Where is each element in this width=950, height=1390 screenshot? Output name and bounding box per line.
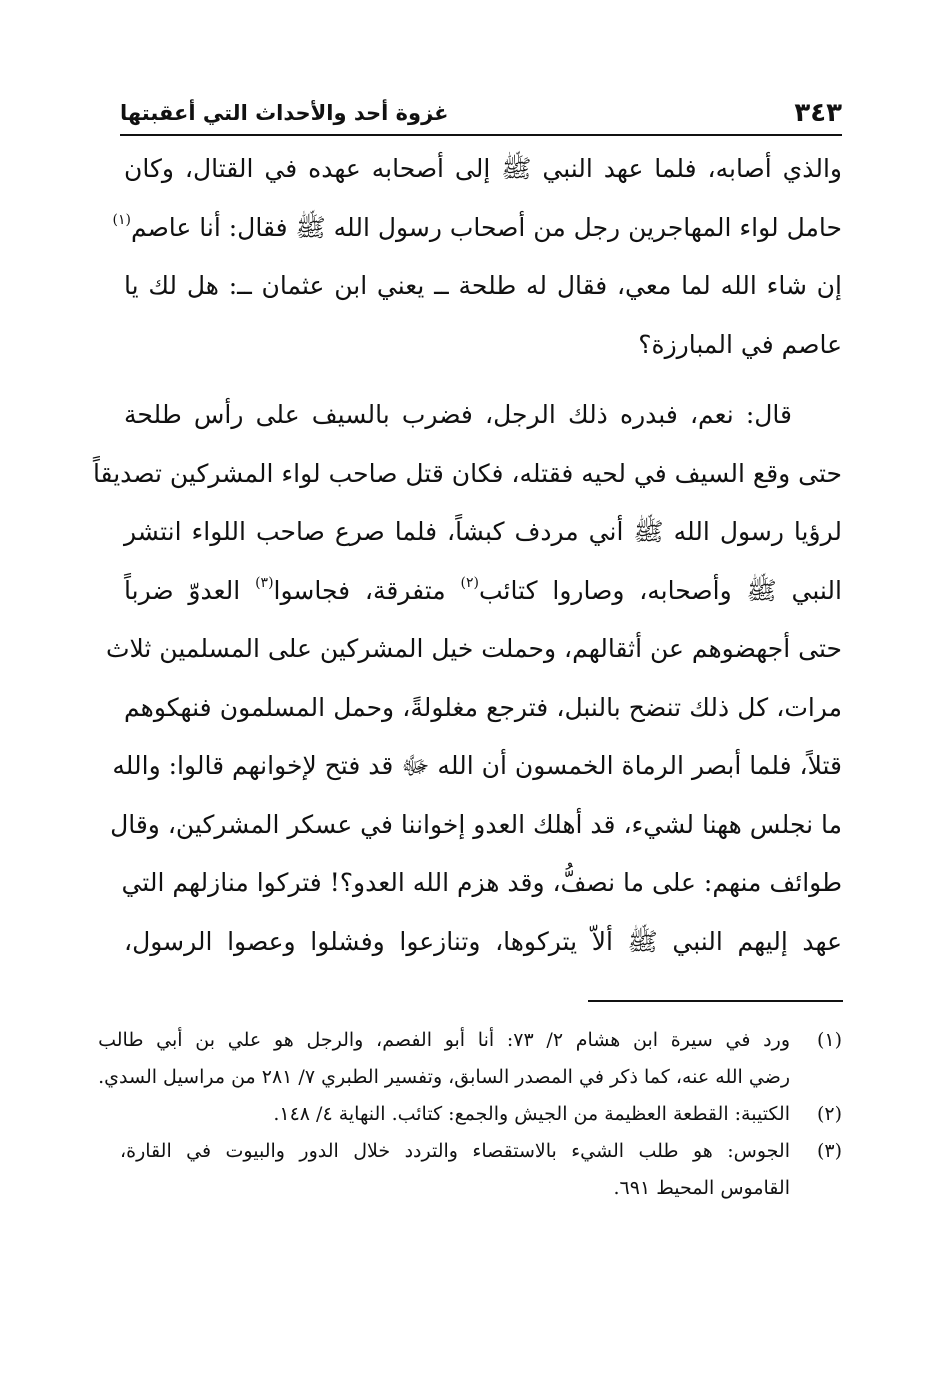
- footnotes: [98, 1022, 842, 1207]
- footnote-ref-3[interactable]: (٣): [255, 574, 274, 591]
- text-segment: النبي ﷺ وأصحابه، وصاروا كتائب: [478, 575, 842, 605]
- footnote-separator: [588, 1000, 843, 1002]
- page-number: ٣٤٣: [794, 98, 842, 128]
- text-line: لرؤيا رسول الله ﷺ أني مردف كبشاً، فلما صرع صاحب اللواء انتشر: [124, 517, 842, 546]
- running-title: غزوة أحد والأحداث التي أعقبتها: [120, 101, 449, 125]
- text-line: قتلاً، فلما أبصر الرماة الخمسون أن الله ﷻ قد فتح لإخوانهم قالوا: والله: [112, 751, 842, 780]
- text-line: مرات، كل ذلك تنضح بالنبل، فترجع مغلولةً، وحمل المسلمون فنهكوهم: [124, 692, 842, 722]
- footnote-text: [120, 1133, 790, 1207]
- footnote-3: [120, 1133, 842, 1207]
- text-segment: متفرقة، فجاسوا: [273, 575, 461, 605]
- text-segment: حامل لواء المهاجرين رجل من أصحاب رسول الله ﷺ فقال: أنا عاصم: [130, 212, 842, 242]
- footnote-number: (١): [816, 1029, 842, 1051]
- main-text: [92, 140, 842, 971]
- text-line: قال: نعم، فبدره ذلك الرجل، فضرب بالسيف على رأس طلحة: [124, 400, 792, 429]
- text-segment: العدوّ ضرباً: [124, 575, 256, 605]
- footnote-line: الجوس: هو طلب الشيء بالاستقصاء والتردد خلال الدور والبيوت في القارة،: [120, 1140, 790, 1162]
- footnote-number: (٣): [816, 1140, 842, 1162]
- text-line: عهد إليهم النبي ﷺ ألاّ يتركوها، وتنازعوا وفشلوا وعصوا الرسول،: [124, 926, 842, 956]
- footnote-ref-1[interactable]: (١): [112, 211, 131, 228]
- footnote-1: [98, 1022, 842, 1096]
- footnote-2: [120, 1096, 842, 1133]
- footnote-line: القاموس المحيط ٦٩١.: [613, 1177, 790, 1199]
- text-line: عاصم في المبارزة؟: [638, 329, 842, 359]
- text-line: والذي أصابه، فلما عهد النبي ﷺ إلى أصحابه عهده في القتال، وكان: [124, 154, 842, 183]
- footnote-text: [120, 1096, 790, 1133]
- footnote-number: (٢): [816, 1103, 842, 1125]
- text-line: حتى وقع السيف في لحيه فقتله، فكان قتل صاحب لواء المشركين تصديقاً: [92, 458, 842, 488]
- text-line: إن شاء الله لما معي، فقال له طلحة ــ يعني ابن عثمان ــ: هل لك يا: [124, 271, 842, 300]
- footnote-line: ورد في سيرة ابن هشام ٢/ ٧٣: أنا أبو الفصم، والرجل هو علي بن أبي طالب: [98, 1029, 790, 1051]
- paragraph-gap: [124, 374, 842, 386]
- text-line: طوائف منهم: على ما نصفُّ، وقد هزم الله العدو؟! فتركوا منازلهم التي: [121, 868, 842, 897]
- footnote-line: الكتيبة: القطعة العظيمة من الجيش والجمع: كتائب. النهاية ٤/ ١٤٨.: [273, 1103, 790, 1125]
- text-line: [112, 199, 842, 258]
- text-line: حتى أجهضوهم عن أثقالهم، وحملت خيل المشركين على المسلمين ثلاث: [105, 634, 842, 663]
- footnote-ref-2[interactable]: (٢): [460, 574, 479, 591]
- text-line: [124, 562, 842, 621]
- footnote-text: [98, 1022, 790, 1096]
- page-header: [120, 92, 842, 136]
- text-line: ما نجلس ههنا لشيء، قد أهلك العدو إخواننا في عسكر المشركين، وقال: [110, 809, 842, 839]
- footnote-line: رضي الله عنه، كما ذكر في المصدر السابق، وتفسير الطبري ٧/ ٢٨١ من مراسيل السدي.: [98, 1066, 790, 1088]
